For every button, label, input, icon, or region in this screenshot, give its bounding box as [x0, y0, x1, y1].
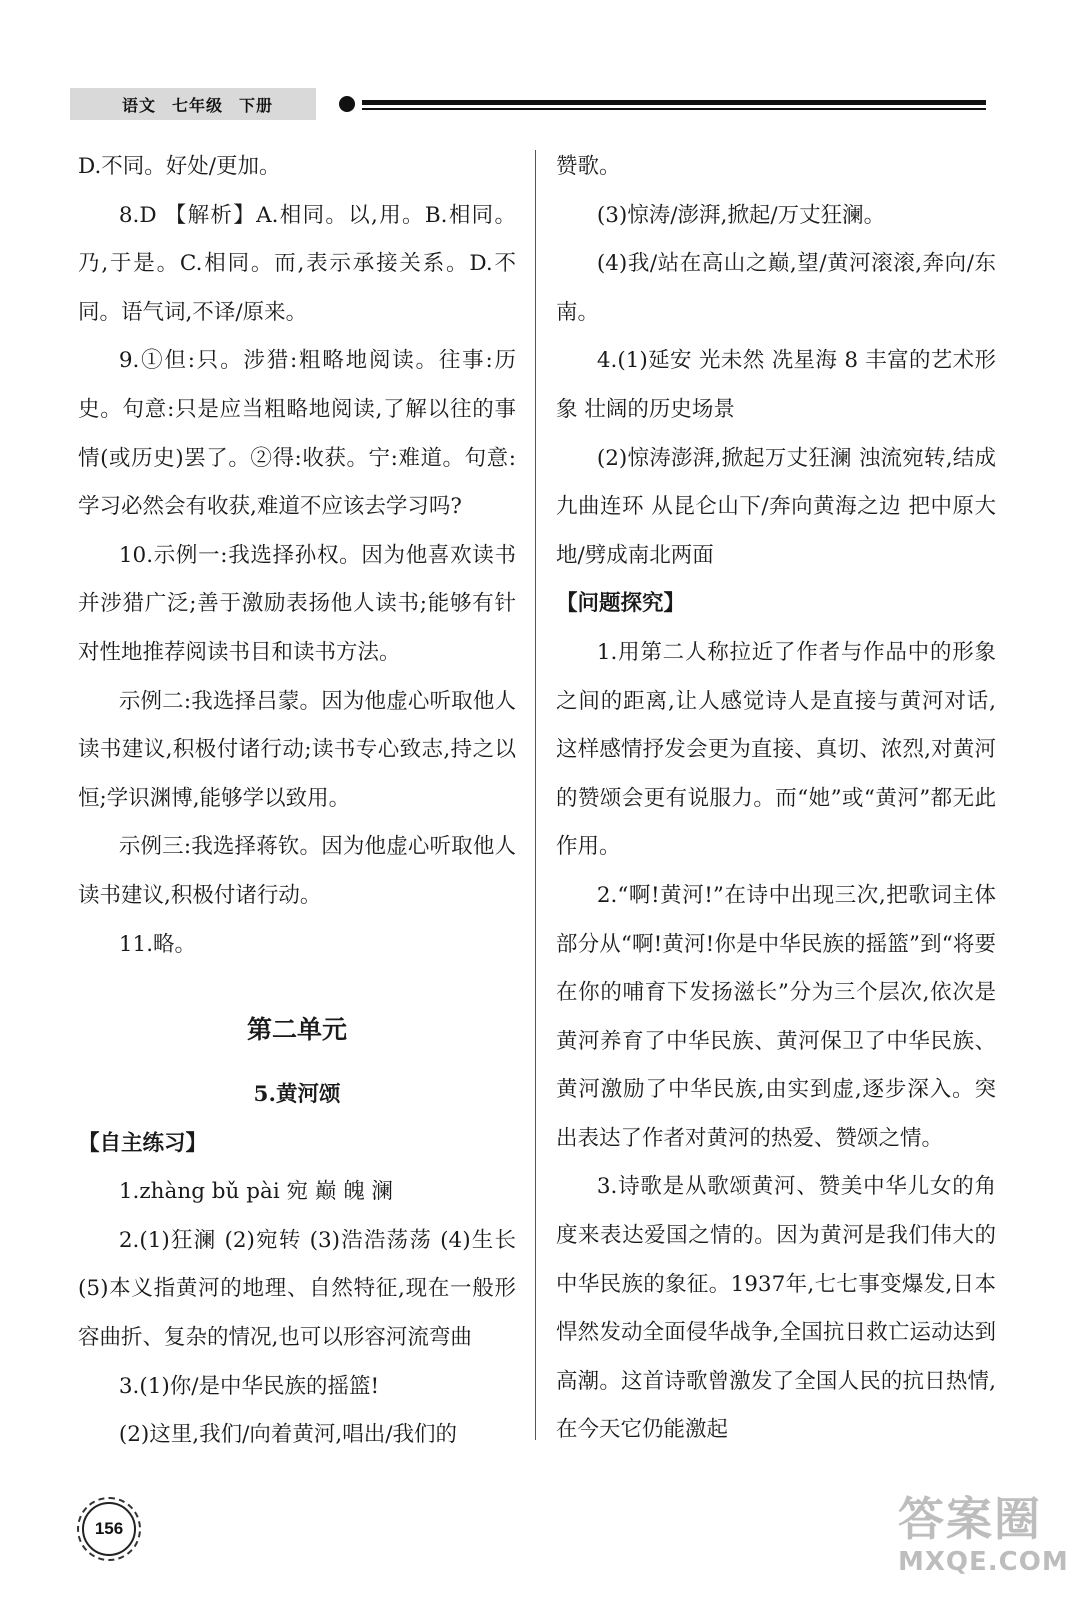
header-subject-tag	[70, 88, 316, 120]
left-column	[78, 143, 516, 1460]
answer-7d: D.不同。好处/更加。	[78, 154, 281, 179]
practice-3-4: (4)我/站在高山之巅,望/黄河滚滚,奔向/东南。	[556, 251, 996, 325]
explore-2: 2.“啊!黄河!”在诗中出现三次,把歌词主体部分从“啊!黄河!你是中华民族的摇篮”到“将要在你的哺育下发扬滋长”分为三个层次,依次是黄河养育了中华民族、黄河保卫了中华民族、黄河激励了中华民族,由实到虚,逐步深入。突出表达了作者对黄河的热爱、赞颂之情。	[556, 882, 996, 1151]
practice-4-2: (2)惊涛澎湃,掀起万丈狂澜 浊流宛转,结成九曲连环 从昆仑山下/奔向黄海之边 把中原大地/劈成南北两面	[556, 445, 996, 568]
section-problem-explore: 【问题探究】	[556, 591, 686, 617]
practice-3-2: (2)这里,我们/向着黄河,唱出/我们的	[118, 1422, 457, 1448]
explore-1: 1.用第二人称拉近了作者与作品中的形象之间的距离,让人感觉诗人是直接与黄河对话,这样感情抒发会更为直接、真切、浓烈,对黄河的赞颂会更有说服力。而“她”或“黄河”都无此作用。	[556, 639, 996, 860]
watermark-logo	[898, 1492, 1068, 1592]
header-volume: 下册	[239, 95, 274, 115]
page-number: 156	[94, 1519, 124, 1538]
unit-title: 第二单元	[246, 1015, 347, 1045]
answer-9: 9.①但:只。涉猎:粗略地阅读。往事:历史。句意:只是应当粗略地阅读,了解以往的事情(或历史)罢了。②得:收获。宁:难道。句意:学习必然会有收获,难道不应该去学习吗?	[78, 348, 516, 520]
header-grade: 七年级	[172, 95, 224, 115]
watermark-top-text: 答案圈	[898, 1492, 1042, 1546]
practice-3-3: (3)惊涛/澎湃,掀起/万丈狂澜。	[596, 202, 886, 228]
header-rule-thin	[362, 108, 986, 110]
practice-1: 1.zhàng bǔ pài 宛 巅 魄 澜	[118, 1179, 394, 1205]
lesson-title: 5.黄河颂	[253, 1082, 341, 1108]
practice-4-1: 4.(1)延安 光未然 冼星海 8 丰富的艺术形象 壮阔的历史场景	[556, 348, 996, 422]
section-self-practice: 【自主练习】	[78, 1130, 208, 1156]
answer-8: 8.D 【解析】A.相同。以,用。B.相同。乃,于是。C.相同。而,表示承接关系。D.不同。语气词,不译/原来。	[78, 202, 516, 325]
column-divider	[535, 150, 536, 1440]
practice-2: 2.(1)狂澜 (2)宛转 (3)浩浩荡荡 (4)生长 (5)本义指黄河的地理、自然特征,现在一般形容曲折、复杂的情况,也可以形容河流弯曲	[78, 1227, 516, 1351]
right-column	[556, 143, 996, 1455]
header-rule-thick	[362, 100, 986, 105]
page-number-badge	[82, 1502, 136, 1556]
header-subject: 语文	[122, 95, 157, 115]
answer-10-example-3: 示例三:我选择蒋钦。因为他虚心听取他人读书建议,积极付诸行动。	[78, 834, 516, 908]
watermark-bottom-text: MXQE.COM	[898, 1547, 1069, 1577]
answer-11: 11.略。	[118, 931, 197, 957]
answer-10-example-2: 示例二:我选择吕蒙。因为他虚心听取他人读书建议,积极付诸行动;读书专心致志,持之以恒;学识渊博,能够学以致用。	[78, 688, 516, 811]
practice-3-1: 3.(1)你/是中华民族的摇篮!	[118, 1373, 380, 1399]
answer-10-example-1: 10.示例一:我选择孙权。因为他喜欢读书并涉猎广泛;善于激励表扬他人读书;能够有针对性地推荐阅读书目和读书方法。	[78, 542, 516, 665]
explore-3: 3.诗歌是从歌颂黄河、赞美中华儿女的角度来表达爱国之情的。因为黄河是我们伟大的中华民族的象征。1937年,七七事变爆发,日本悍然发动全面侵华战争,全国抗日救亡运动达到高潮。这首诗歌曾激发了全国人民的抗日热情,在今天它仍能激起	[556, 1174, 996, 1443]
practice-3-2-cont: 赞歌。	[556, 154, 621, 179]
header-bullet	[339, 96, 355, 112]
